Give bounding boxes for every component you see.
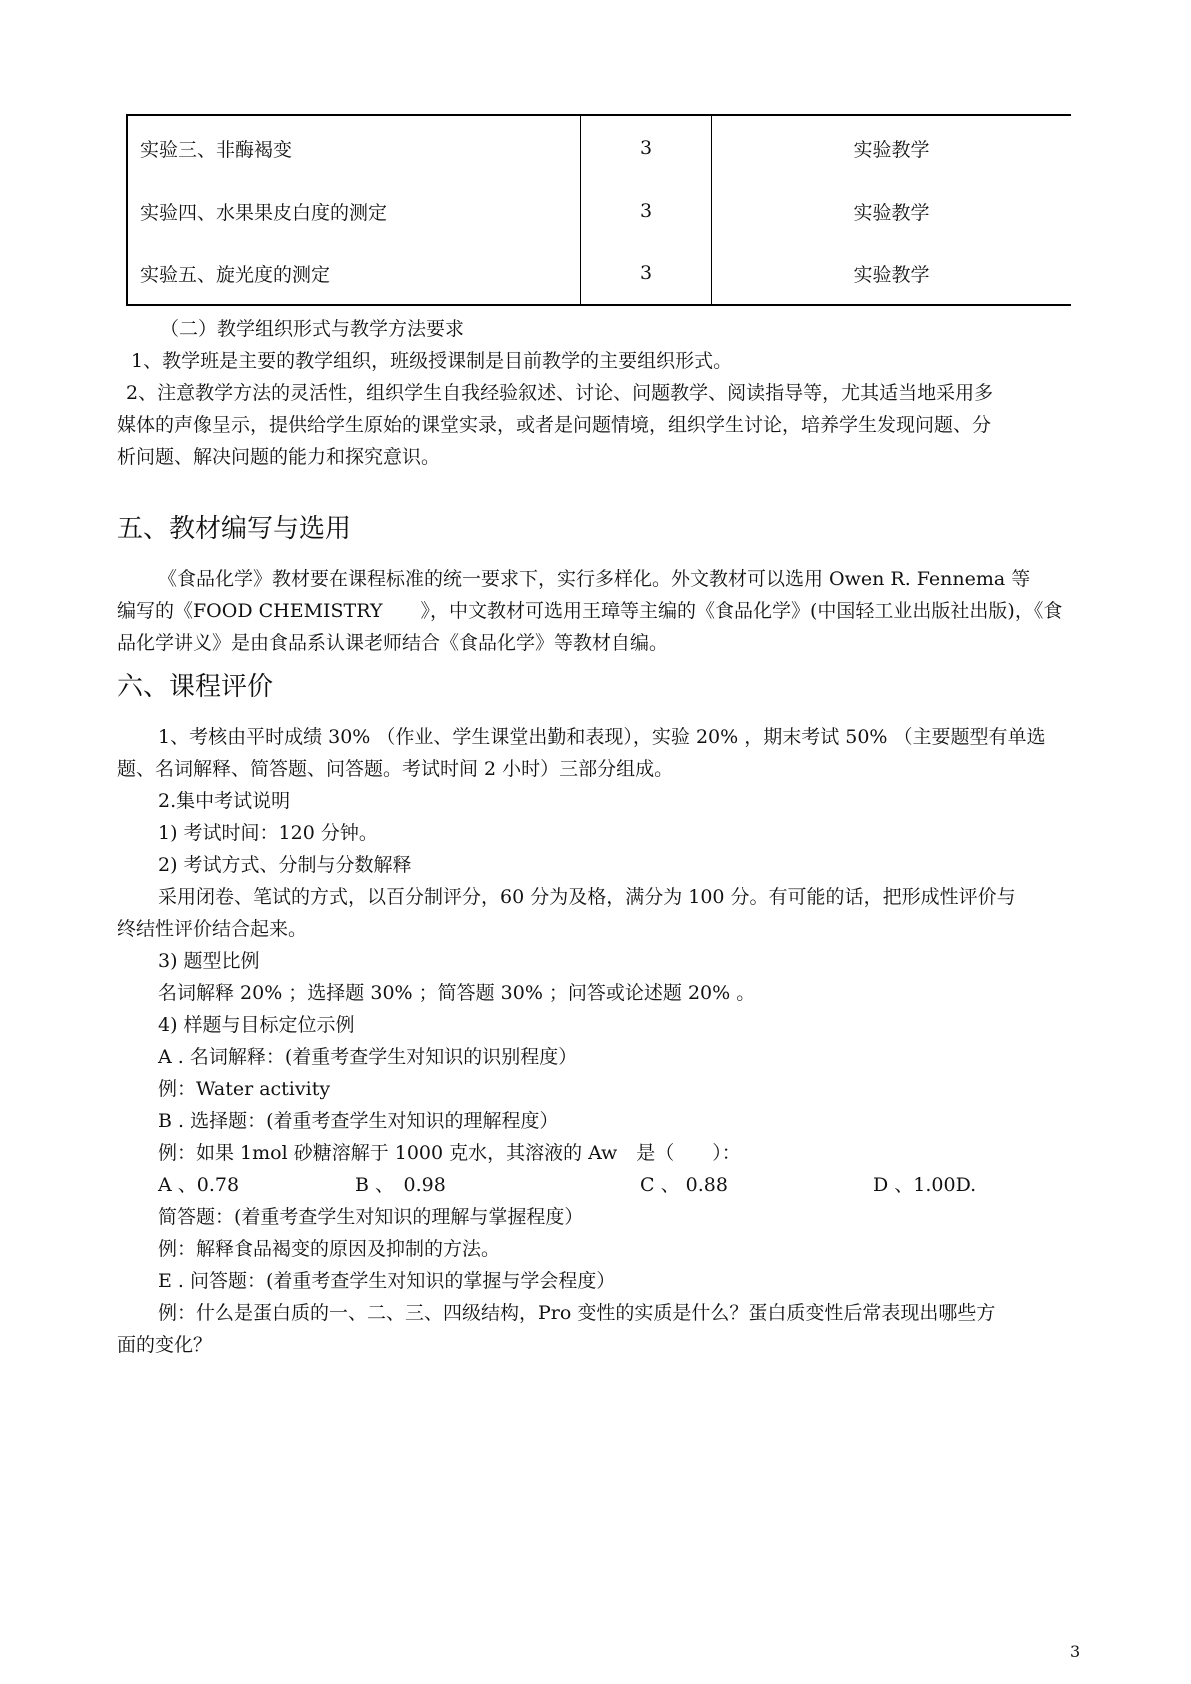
option-b: B 、 0.98 <box>355 1174 446 1196</box>
section-6-line: B . 选择题：(着重考查学生对知识的理解程度） <box>158 1110 559 1132</box>
section-6-line: 面的变化？ <box>117 1334 213 1356</box>
org-paragraph-1: 1、教学班是主要的教学组织，班级授课制是目前教学的主要组织形式。 <box>131 350 733 372</box>
experiment-type: 实验教学 <box>853 201 930 224</box>
experiment-hours: 3 <box>581 242 712 305</box>
section-5-line-2: 编写的《FOOD CHEMISTRY 》，中文教材可选用王璋等主编的《食品化学》(中国轻工业出版社出版)，《食 <box>117 600 1063 622</box>
section-6-line: A . 名词解释：(着重考查学生对知识的识别程度） <box>158 1046 578 1068</box>
org-heading: （二）教学组织形式与教学方法要求 <box>160 318 465 340</box>
section-6-line: E . 问答题：(着重考查学生对知识的掌握与学会程度） <box>158 1270 616 1292</box>
section-6-line: 终结性评价结合起来。 <box>117 918 308 940</box>
table-row <box>127 180 1071 242</box>
experiment-name: 实验四、水果果皮白度的测定 <box>127 180 581 242</box>
section-6-line: 名词解释 20% ；选择题 30% ；简答题 30% ；问答或论述题 20% 。 <box>158 982 756 1004</box>
experiment-type: 实验教学 <box>853 138 930 161</box>
section-6-line: 采用闭卷、笔试的方式，以百分制评分，60 分为及格，满分为 100 分。有可能的话，把形成性评价与 <box>158 886 1016 908</box>
table-row <box>127 242 1071 305</box>
section-6-line: 4) 样题与目标定位示例 <box>158 1014 355 1036</box>
option-c: C 、 0.88 <box>640 1174 728 1196</box>
section-6-line: 例：Water activity <box>158 1078 331 1100</box>
section-6-line: 题、名词解释、简答题、问答题。考试时间 2 小时）三部分组成。 <box>117 758 674 780</box>
experiment-name: 实验三、非酶褐变 <box>127 115 581 180</box>
option-a: A 、0.78 <box>158 1174 240 1196</box>
option-d: D 、1.00D. <box>873 1174 977 1196</box>
experiment-name: 实验五、旋光度的测定 <box>127 242 581 305</box>
table-row <box>127 115 1071 180</box>
section-5-title: 五、教材编写与选用 <box>117 514 352 544</box>
section-6-line: 3) 题型比例 <box>158 950 260 972</box>
section-6-line: 1、考核由平时成绩 30% （作业、学生课堂出勤和表现），实验 20% ，期末考试 50% （主要题型有单选 <box>158 726 1046 748</box>
experiment-table <box>126 114 1071 306</box>
section-5-line-1: 《食品化学》教材要在课程标准的统一要求下，实行多样化。外文教材可以选用 Owen R. Fennema 等 <box>158 568 1031 590</box>
section-6-line: 简答题：(着重考查学生对知识的理解与掌握程度） <box>158 1206 584 1228</box>
section-6-line: 2) 考试方式、分制与分数解释 <box>158 854 412 876</box>
experiment-type: 实验教学 <box>853 263 930 286</box>
org-paragraph-2-line-3: 析问题、解决问题的能力和探究意识。 <box>117 446 441 468</box>
section-6-line: 例：如果 1mol 砂糖溶解于 1000 克水，其溶液的 Aw 是（ ）： <box>158 1142 741 1164</box>
page-number: 3 <box>1070 1642 1081 1661</box>
experiment-hours: 3 <box>581 115 712 180</box>
section-5-line-3: 品化学讲义》是由食品系认课老师结合《食品化学》等教材自编。 <box>117 632 669 654</box>
org-paragraph-2-line-1: 2、注意教学方法的灵活性，组织学生自我经验叙述、讨论、问题教学、阅读指导等，尤其适当地采用多 <box>126 382 994 404</box>
section-6-line: 2.集中考试说明 <box>158 790 291 812</box>
section-6-title: 六、课程评价 <box>117 672 274 702</box>
section-6-line: 例：什么是蛋白质的一、二、三、四级结构，Pro 变性的实质是什么？蛋白质变性后常表现出哪些方 <box>158 1302 996 1324</box>
experiment-hours: 3 <box>581 180 712 242</box>
section-6-line: 1) 考试时间：120 分钟。 <box>158 822 378 844</box>
org-paragraph-2-line-2: 媒体的声像呈示，提供给学生原始的课堂实录，或者是问题情境，组织学生讨论，培养学生发现问题、分 <box>117 414 992 436</box>
section-6-line: 例：解释食品褐变的原因及抑制的方法。 <box>158 1238 501 1260</box>
